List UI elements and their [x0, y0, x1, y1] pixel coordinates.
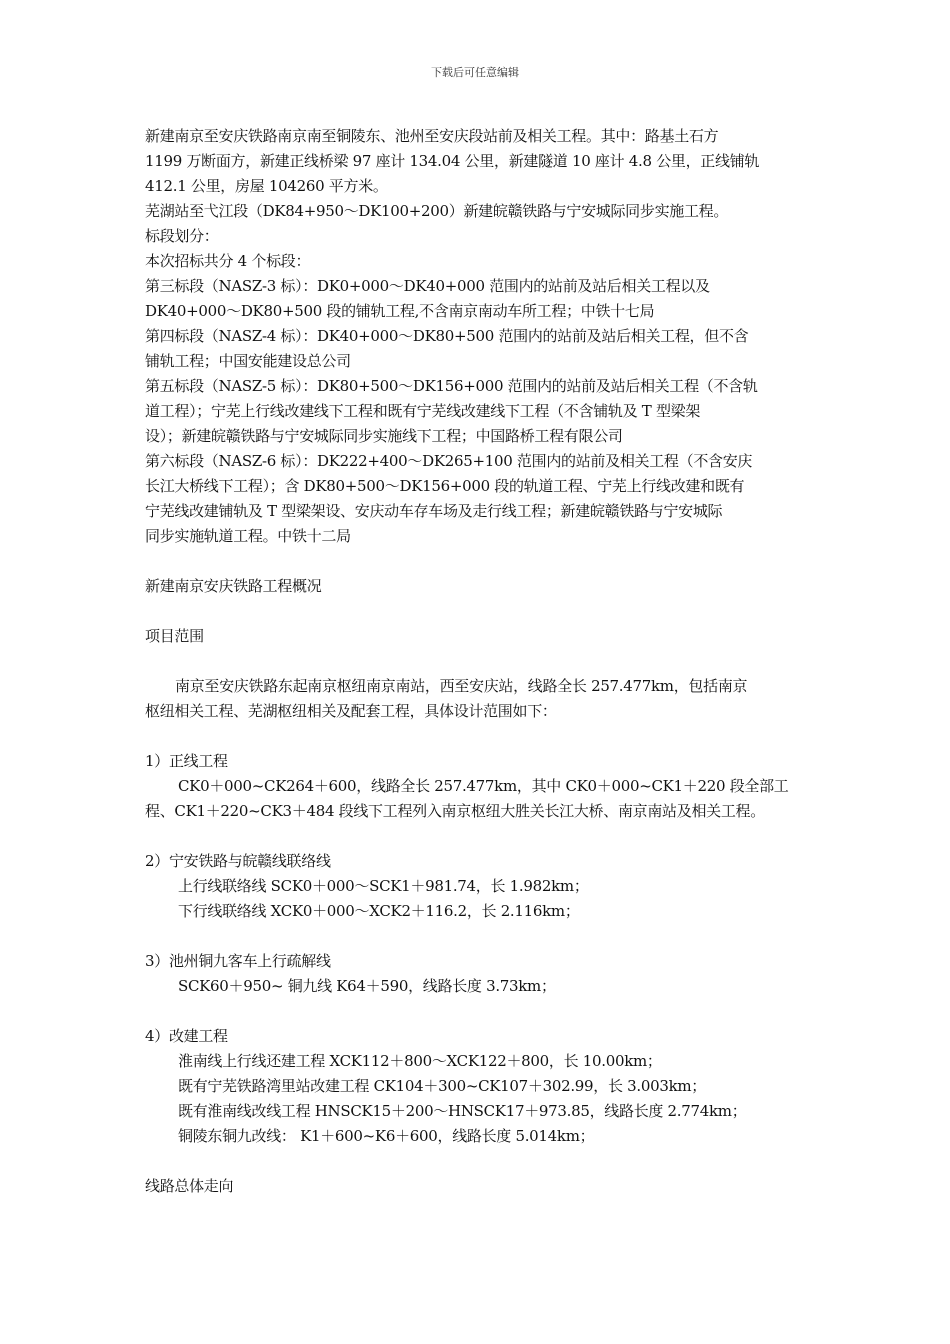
text-line: 宁芜线改建铺轨及 T 型梁架设、安庆动车存车场及走行线工程；新建皖赣铁路与宁安城际 [145, 502, 723, 520]
item-reconstruction [145, 1024, 825, 1149]
spacer [145, 724, 825, 749]
item-title: 3）池州铜九客车上行疏解线 [145, 952, 331, 970]
text-line: 412.1 公里，房屋 104260 平方米。 [145, 177, 388, 195]
item-title: 4）改建工程 [145, 1027, 228, 1045]
spacer [145, 999, 825, 1024]
overview-heading: 新建南京安庆铁路工程概况 [145, 577, 322, 595]
spacer [145, 599, 825, 624]
text-line: 长江大桥线下工程）；含 DK80+500～DK156+000 段的轨道工程、宁芜上行线改建和既有 [145, 477, 745, 495]
text-line: 第四标段（NASZ-4 标）：DK40+000～DK80+500 范围内的站前及站后相关工程，但不含 [145, 327, 749, 345]
text-line: 第五标段（NASZ-5 标）：DK80+500～DK156+000 范围内的站前及站后相关工程（不含轨 [145, 377, 758, 395]
text-line: 既有淮南线改线工程 HNSCK15＋200～HNSCK17＋973.85，线路长度 2.774km； [178, 1102, 747, 1120]
item-connecting-line [145, 849, 825, 924]
spacer [145, 649, 825, 674]
text-line: 铜陵东铜九改线： K1＋600~K6＋600，线路长度 5.014km； [178, 1127, 595, 1145]
text-line: 下行线联络线 XCK0＋000～XCK2＋116.2，长 2.116km； [178, 902, 580, 920]
item-title: 1）正线工程 [145, 752, 228, 770]
text-line: 程、CK1＋220~CK3＋484 段线下工程列入南京枢纽大胜关长江大桥、南京南站及相关工程。 [145, 802, 765, 820]
section-lot-3 [145, 274, 825, 324]
text-line: 淮南线上行线还建工程 XCK112＋800～XCK122＋800，长 10.00km； [178, 1052, 662, 1070]
text-line: 新建南京至安庆铁路南京南至铜陵东、池州至安庆段站前及相关工程。其中：路基土石方 [145, 127, 719, 145]
page-header: 下载后可任意编辑 [431, 66, 519, 79]
spacer [145, 1149, 825, 1174]
spacer [145, 824, 825, 849]
text-line: 南京至安庆铁路东起南京枢纽南京南站，西至安庆站，线路全长 257.477km，包括南京 [175, 677, 748, 695]
text-line: 芜湖站至弋江段（DK84+950～DK100+200）新建皖赣铁路与宁安城际同步实施工程。 [145, 202, 729, 220]
text-line: 本次招标共分 4 个标段： [145, 252, 311, 270]
text-line: SCK60＋950~ 铜九线 K64＋590，线路长度 3.73km； [178, 977, 556, 995]
section-lot-6 [145, 449, 825, 549]
text-line: CK0＋000~CK264＋600，线路全长 257.477km，其中 CK0＋000~CK1＋220 段全部工 [178, 777, 789, 795]
text-line: 同步实施轨道工程。中铁十二局 [145, 527, 351, 545]
text-line: 枢纽相关工程、芜湖枢纽相关及配套工程，具体设计范围如下： [145, 702, 557, 720]
document-body [145, 124, 825, 1199]
route-heading: 线路总体走向 [145, 1177, 234, 1195]
spacer [145, 924, 825, 949]
text-line: 标段划分： [145, 227, 219, 245]
intro-paragraph [145, 124, 825, 274]
text-line: 设）；新建皖赣铁路与宁安城际同步实施线下工程；中国路桥工程有限公司 [145, 427, 623, 445]
spacer [145, 549, 825, 574]
section-lot-5 [145, 374, 825, 449]
text-line: 上行线联络线 SCK0＋000～SCK1＋981.74，长 1.982km； [178, 877, 589, 895]
text-line: DK40+000～DK80+500 段的铺轨工程,不含南京南动车所工程；中铁十七局 [145, 302, 655, 320]
section-lot-4 [145, 324, 825, 374]
text-line: 道工程）；宁芜上行线改建线下工程和既有宁芜线改建线下工程（不含铺轨及 T 型梁架 [145, 402, 701, 420]
scope-heading: 项目范围 [145, 627, 204, 645]
text-line: 1199 万断面方，新建正线桥梁 97 座计 134.04 公里，新建隧道 10 座计 4.8 公里，正线铺轨 [145, 152, 760, 170]
scope-paragraph [145, 674, 825, 724]
item-relief-line [145, 949, 825, 999]
text-line: 铺轨工程；中国安能建设总公司 [145, 352, 351, 370]
text-line: 第三标段（NASZ-3 标）：DK0+000～DK40+000 范围内的站前及站后相关工程以及 [145, 277, 710, 295]
text-line: 第六标段（NASZ-6 标）：DK222+400～DK265+100 范围内的站前及相关工程（不含安庆 [145, 452, 753, 470]
item-mainline [145, 749, 825, 824]
item-title: 2）宁安铁路与皖赣线联络线 [145, 852, 331, 870]
text-line: 既有宁芜铁路湾里站改建工程 CK104＋300~CK107＋302.99，长 3.003km； [178, 1077, 707, 1095]
